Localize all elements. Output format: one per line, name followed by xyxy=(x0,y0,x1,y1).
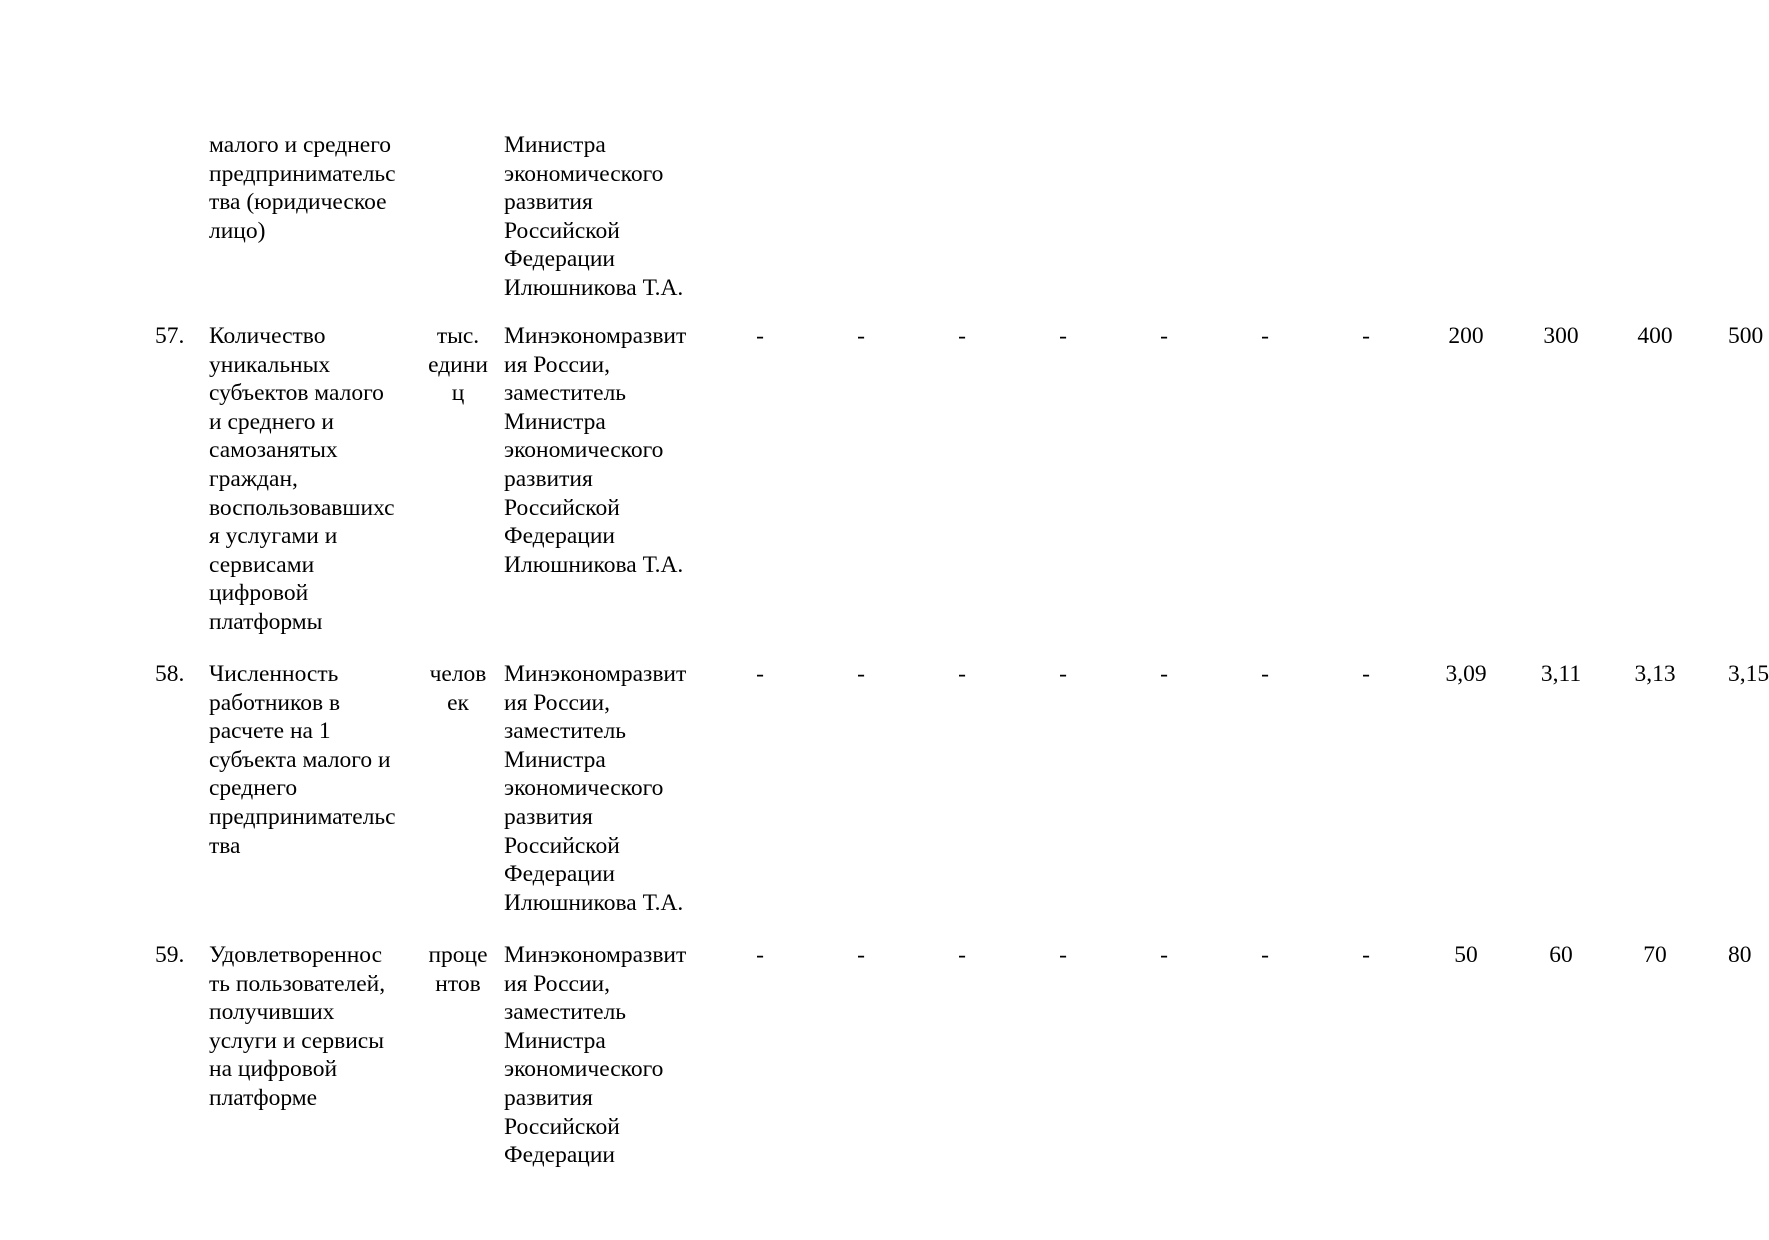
responsible-line: Федерации xyxy=(504,1142,615,1169)
responsible-line: Министра xyxy=(504,132,606,158)
name-line: сервисами xyxy=(209,551,315,578)
responsible-person xyxy=(504,131,683,303)
responsible-line: Федерации xyxy=(504,246,615,273)
year-value-dash: - xyxy=(756,323,764,349)
responsible-line: развития xyxy=(504,803,593,830)
responsible-person xyxy=(504,322,686,579)
year-value: 60 xyxy=(1549,942,1573,968)
name-line: тва (юридическое xyxy=(209,189,387,216)
unit-line: нтов xyxy=(435,970,481,997)
responsible-line: ия России, xyxy=(504,970,610,997)
name-line: лицо) xyxy=(209,217,266,244)
year-value: 3,13 xyxy=(1634,661,1676,687)
responsible-line: экономического xyxy=(504,160,664,187)
year-value-dash: - xyxy=(1059,323,1067,349)
responsible-line: Российской xyxy=(504,494,620,521)
year-value-dash: - xyxy=(958,323,966,349)
responsible-line: заместитель xyxy=(504,380,627,407)
year-value-dash: - xyxy=(1160,661,1168,687)
responsible-line: Министра xyxy=(504,408,606,435)
name-line: воспользовавшихс xyxy=(209,494,395,521)
unit-of-measure xyxy=(418,322,498,408)
year-value-dash: - xyxy=(1160,323,1168,349)
year-value: 80 xyxy=(1728,942,1752,968)
year-value: 3,09 xyxy=(1445,661,1487,687)
responsible-line: Илюшникова Т.А. xyxy=(504,889,684,916)
name-line: получивших xyxy=(209,999,335,1026)
responsible-line: Министра xyxy=(504,746,606,773)
responsible-line: ия России, xyxy=(504,351,610,378)
year-value-dash: - xyxy=(1261,661,1269,687)
indicator-name xyxy=(209,941,385,1113)
year-value-dash: - xyxy=(756,661,764,687)
indicator-name xyxy=(209,660,396,860)
year-value-dash: - xyxy=(857,942,865,968)
year-value-dash: - xyxy=(1261,942,1269,968)
name-line: предпринимательс xyxy=(209,803,396,830)
responsible-line: Федерации xyxy=(504,861,615,888)
indicator-name xyxy=(209,131,396,245)
name-line: платформе xyxy=(209,1084,318,1111)
unit-line: проце xyxy=(428,942,488,968)
responsible-line: Министра xyxy=(504,1027,606,1054)
year-value-dash: - xyxy=(1261,323,1269,349)
unit-line: ек xyxy=(447,689,469,716)
responsible-person xyxy=(504,941,686,1170)
year-value-dash: - xyxy=(958,942,966,968)
year-value-dash: - xyxy=(1160,942,1168,968)
responsible-line: Минэкономразвит xyxy=(504,323,687,349)
year-value: 400 xyxy=(1637,323,1673,349)
responsible-line: Российской xyxy=(504,1113,620,1140)
year-value: 70 xyxy=(1643,942,1667,968)
unit-of-measure xyxy=(418,660,498,717)
name-line: расчете на 1 xyxy=(209,718,331,745)
name-line: Численность xyxy=(209,661,339,687)
unit-line: ц xyxy=(451,380,465,407)
responsible-line: Минэкономразвит xyxy=(504,661,687,687)
year-value-dash: - xyxy=(1059,661,1067,687)
year-value-dash: - xyxy=(1059,942,1067,968)
responsible-line: Илюшникова Т.А. xyxy=(504,274,684,301)
responsible-line: развития xyxy=(504,189,593,216)
year-value-dash: - xyxy=(1362,661,1370,687)
responsible-line: экономического xyxy=(504,775,664,802)
row-number: 59. xyxy=(155,942,185,968)
responsible-line: Российской xyxy=(504,217,620,244)
year-value-dash: - xyxy=(1362,323,1370,349)
responsible-line: заместитель xyxy=(504,999,627,1026)
responsible-line: развития xyxy=(504,1084,593,1111)
year-value: 50 xyxy=(1454,942,1478,968)
name-line: субъектов малого xyxy=(209,380,384,407)
year-value-dash: - xyxy=(1362,942,1370,968)
name-line: Удовлетвореннос xyxy=(209,942,383,968)
unit-line: челов xyxy=(429,661,487,687)
year-value: 3,11 xyxy=(1540,661,1582,687)
unit-of-measure xyxy=(418,941,498,998)
name-line: цифровой xyxy=(209,580,309,607)
responsible-line: экономического xyxy=(504,437,664,464)
name-line: малого и среднего xyxy=(209,132,392,158)
name-line: среднего xyxy=(209,775,298,802)
name-line: платформы xyxy=(209,608,323,635)
year-value-dash: - xyxy=(857,323,865,349)
year-value: 200 xyxy=(1448,323,1484,349)
name-line: услуги и сервисы xyxy=(209,1027,384,1054)
name-line: Количество xyxy=(209,323,326,349)
indicator-name xyxy=(209,322,395,637)
year-value: 3,15 xyxy=(1728,661,1769,687)
responsible-line: Илюшникова Т.А. xyxy=(504,551,684,578)
name-line: и среднего и xyxy=(209,408,334,435)
responsible-line: Российской xyxy=(504,832,620,859)
name-line: я услугами и xyxy=(209,523,338,550)
responsible-line: ия России, xyxy=(504,689,610,716)
year-value-dash: - xyxy=(857,661,865,687)
responsible-line: развития xyxy=(504,465,593,492)
name-line: работников в xyxy=(209,689,341,716)
name-line: самозанятых xyxy=(209,437,338,464)
responsible-line: Федерации xyxy=(504,523,615,550)
responsible-line: Минэкономразвит xyxy=(504,942,687,968)
name-line: на цифровой xyxy=(209,1056,338,1083)
year-value-dash: - xyxy=(958,661,966,687)
year-value-dash: - xyxy=(756,942,764,968)
name-line: ть пользователей, xyxy=(209,970,386,997)
name-line: тва xyxy=(209,832,241,859)
responsible-line: заместитель xyxy=(504,718,627,745)
year-value: 500 xyxy=(1728,323,1764,349)
name-line: предпринимательс xyxy=(209,160,396,187)
name-line: уникальных xyxy=(209,351,331,378)
unit-line: тыс. xyxy=(436,323,480,349)
row-number: 57. xyxy=(155,323,185,349)
responsible-line: экономического xyxy=(504,1056,664,1083)
year-value: 300 xyxy=(1543,323,1579,349)
responsible-person xyxy=(504,660,686,917)
name-line: граждан, xyxy=(209,465,298,492)
row-number: 58. xyxy=(155,661,185,687)
name-line: субъекта малого и xyxy=(209,746,391,773)
unit-line: едини xyxy=(428,351,488,378)
